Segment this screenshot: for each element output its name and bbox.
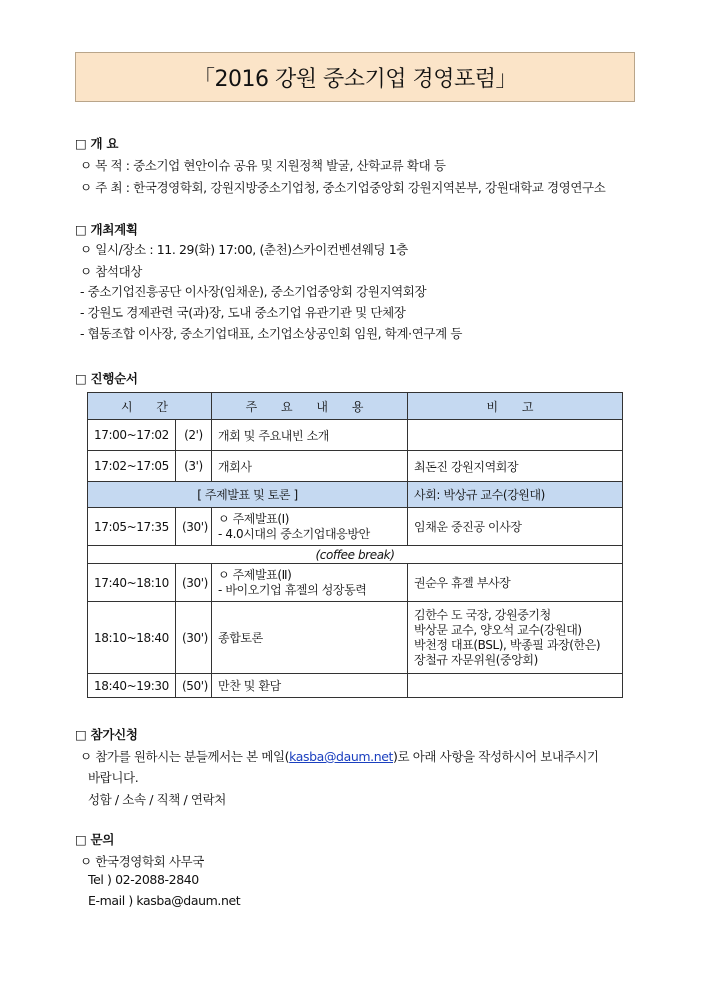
row-note [408,602,623,674]
table-row [88,420,623,451]
table-break-row [88,546,623,564]
table-row [88,451,623,482]
row-duration: (50') [176,674,212,698]
row-content [212,564,408,602]
contact-org: ㅇ 한국경영학회 사무국 [80,854,204,869]
row-note: 최돈진 강원지역회장 [408,451,623,482]
section-heading-plan: □ 개최계획 [75,222,138,237]
row-content: 만찬 및 환담 [212,674,408,698]
row-content-line: ㅇ 주제발표(Ⅰ) [218,511,290,526]
table-header-row [88,393,623,420]
document-title: 「2016 강원 중소기업 경영포럼」 [75,52,635,102]
plan-attendee-line: - 강원도 경제관련 국(과)장, 도내 중소기업 유관기관 및 단체장 [80,305,406,320]
registration-fields: 성함 / 소속 / 직책 / 연락처 [88,792,226,807]
row-duration: (2') [176,420,212,451]
section-heading-contact: □ 문의 [75,832,115,847]
section-heading-registration: □ 참가신청 [75,727,138,742]
registration-email-link[interactable]: kasba@daum.net [289,749,394,764]
row-duration: (30') [176,564,212,602]
plan-attendees-label: ㅇ 참석대상 [80,264,142,279]
table-row [88,602,623,674]
plan-attendee-line: - 중소기업진흥공단 이사장(임채운), 중소기업중앙회 강원지역회장 [80,284,427,299]
row-note: 임채운 중진공 이사장 [408,508,623,546]
row-note-line: 김한수 도 국장, 강원중기청 [414,607,551,622]
row-content: 개회 및 주요내빈 소개 [212,420,408,451]
row-note: 권순우 휴젤 부사장 [408,564,623,602]
band-title: [ 주제발표 및 토론 ] [88,482,408,508]
section-heading-overview: □ 개 요 [75,136,119,151]
table-row [88,674,623,698]
registration-line [80,747,599,765]
overview-host: ㅇ 주 최 : 한국경영학회, 강원지방중소기업청, 중소기업중앙회 강원지역본부, 강원대학교 경영연구소 [80,180,606,195]
header-time: 시 간 [88,393,212,420]
plan-attendee-line: - 협동조합 이사장, 중소기업대표, 소기업소상공인회 임원, 학계·연구계 등 [80,326,462,341]
band-note: 사회: 박상규 교수(강원대) [408,482,623,508]
row-note-line: 장철규 자문위원(중앙회) [414,652,538,667]
registration-text-post: )로 아래 사항을 작성하시어 보내주시기 [393,749,599,764]
contact-email: E-mail ) kasba@daum.net [88,893,241,908]
registration-text-pre: ㅇ 참가를 원하시는 분들께서는 본 메일( [80,749,290,764]
overview-purpose: ㅇ 목 적 : 중소기업 현안이슈 공유 및 지원정책 발굴, 산학교류 확대 등 [80,158,446,173]
row-content [212,508,408,546]
row-time: 18:10~18:40 [88,602,176,674]
row-content: 종합토론 [212,602,408,674]
header-note: 비 고 [408,393,623,420]
row-note-line: 박상문 교수, 양오석 교수(강원대) [414,622,582,637]
header-content: 주 요 내 용 [212,393,408,420]
row-note-line: 박천정 대표(BSL), 박종필 과장(한은) [414,637,601,652]
table-row [88,508,623,546]
row-time: 17:02~17:05 [88,451,176,482]
table-band-row [88,482,623,508]
row-content: 개회사 [212,451,408,482]
table-row [88,564,623,602]
registration-line-2: 바랍니다. [88,770,139,785]
plan-datetime-venue: ㅇ 일시/장소 : 11. 29(화) 17:00, (춘천)스카이컨벤션웨딩 1층 [80,242,408,257]
row-note [408,674,623,698]
row-duration: (30') [176,602,212,674]
row-time: 17:00~17:02 [88,420,176,451]
row-duration: (30') [176,508,212,546]
row-time: 18:40~19:30 [88,674,176,698]
section-heading-program: □ 진행순서 [75,371,138,386]
row-content-line: - 4.0시대의 중소기업대응방안 [218,526,370,541]
contact-phone: Tel ) 02-2088-2840 [88,872,199,887]
row-note [408,420,623,451]
program-table [87,392,623,698]
row-content-line: ㅇ 주제발표(Ⅱ) [218,567,292,582]
row-duration: (3') [176,451,212,482]
coffee-break: (coffee break) [88,546,623,564]
row-time: 17:40~18:10 [88,564,176,602]
row-time: 17:05~17:35 [88,508,176,546]
row-content-line: - 바이오기업 휴젤의 성장동력 [218,582,367,597]
